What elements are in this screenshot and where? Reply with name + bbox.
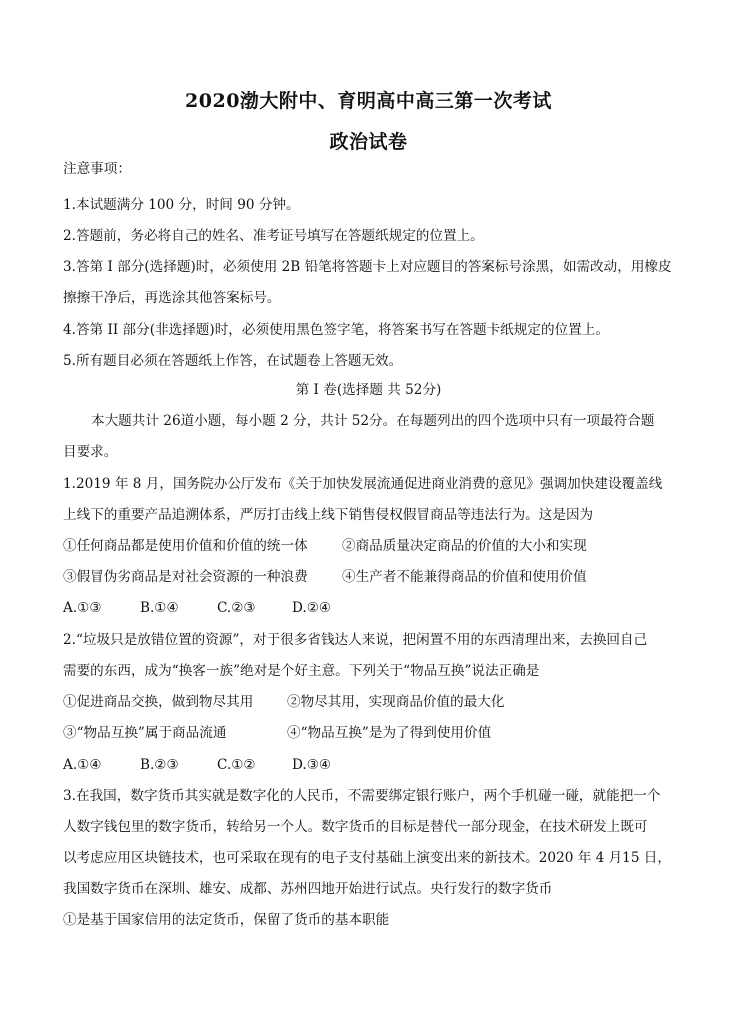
question-1-statement: ③假冒伪劣商品是对社会资源的一种浪费 [63,569,308,585]
question-2-statement: ④“物品互换”是为了得到使用价值 [287,725,492,741]
question-1-stem: 上线下的重要产品追溯体系，严厉打击线上线下销售侵权假冒商品等违法行为。这是因为 [63,507,594,523]
question-3-stem: 以考虑应用区块链技术，也可采取在现有的电子支付基础上演变出来的新技术。2020 年 4 月15 日， [63,850,671,866]
question-2-statement: ②物尽其用，实现商品价值的最大化 [287,694,505,710]
note-item: 5.所有题目必须在答题纸上作答，在试题卷上答题无效。 [63,353,403,369]
note-item: 3.答第 I 部分(选择题)时，必须使用 2B 铅笔将答题卡上对应题目的答案标号涂黑，如需改动，用橡皮 [63,259,672,275]
notes-heading: 注意事项： [63,161,131,177]
section-heading: 第 I 卷(选择题 共 52分) [295,382,442,398]
question-1-choice-d: D.②④ [292,600,332,616]
question-3-stem: 人数字钱包里的数字货币，转给另一个人。数字货币的目标是替代一部分现金，在技术研发上既可 [63,819,648,835]
question-2-statement: ①促进商品交换，做到物尽其用 [63,694,254,710]
note-item: 4.答第 II 部分(非选择题)时，必须使用黑色签字笔，将答案书写在答题卡纸规定的位置上。 [63,322,609,338]
question-1-choice-b: B.①④ [140,600,179,616]
question-3-stem: 我国数字货币在深圳、雄安、成都、苏州四地开始进行试点。央行发行的数字货币 [63,881,553,897]
note-item: 2.答题前，务必将自己的姓名、准考证号填写在答题纸规定的位置上。 [63,228,484,244]
section-intro: 本大题共计 26道小题，每小题 2 分，共计 52分。在每题列出的四个选项中只有一项最符合题 [91,413,655,429]
question-2-choice-d: D.③④ [292,757,332,773]
note-item: 1.本试题满分 100 分，时间 90 分钟。 [63,197,300,213]
question-1-choice-c: C.②③ [217,600,256,616]
question-1-statement: ④生产者不能兼得商品的价值和使用价值 [342,569,587,585]
exam-title: 2020渤大附中、育明高中高三第一次考试 [185,90,552,112]
question-3-statement: ①是基于国家信用的法定货币，保留了货币的基本职能 [63,912,390,928]
question-2-choice-a: A.①④ [63,757,102,773]
question-2-stem: 需要的东西，成为“换客一族”绝对是个好主意。下列关于“物品互换”说法正确是 [63,663,540,679]
question-2-stem: 2.“垃圾只是放错位置的资源”，对于很多省钱达人来说，把闲置不用的东西清理出来，去换回自己 [63,632,648,648]
question-1-statement: ①任何商品都是使用价值和价值的统一体 [63,538,308,554]
section-intro: 目要求。 [63,444,118,460]
question-1-statement: ②商品质量决定商品的价值的大小和实现 [342,538,587,554]
question-1-stem: 1.2019 年 8 月，国务院办公厅发布《关于加快发展流通促进商业消费的意见》强调加快建设覆盖线 [63,476,663,492]
note-item: 擦擦干净后，再选涂其他答案标号。 [63,290,281,306]
question-2-choice-b: B.②③ [140,757,179,773]
question-3-stem: 3.在我国，数字货币其实就是数字化的人民币，不需要绑定银行账户，两个手机碰一碰，就能把一个 [63,788,661,804]
question-2-statement: ③“物品互换”属于商品流通 [63,725,227,741]
question-1-choice-a: A.①③ [63,600,102,616]
question-2-choice-c: C.①② [217,757,256,773]
exam-subtitle: 政治试卷 [329,131,408,153]
